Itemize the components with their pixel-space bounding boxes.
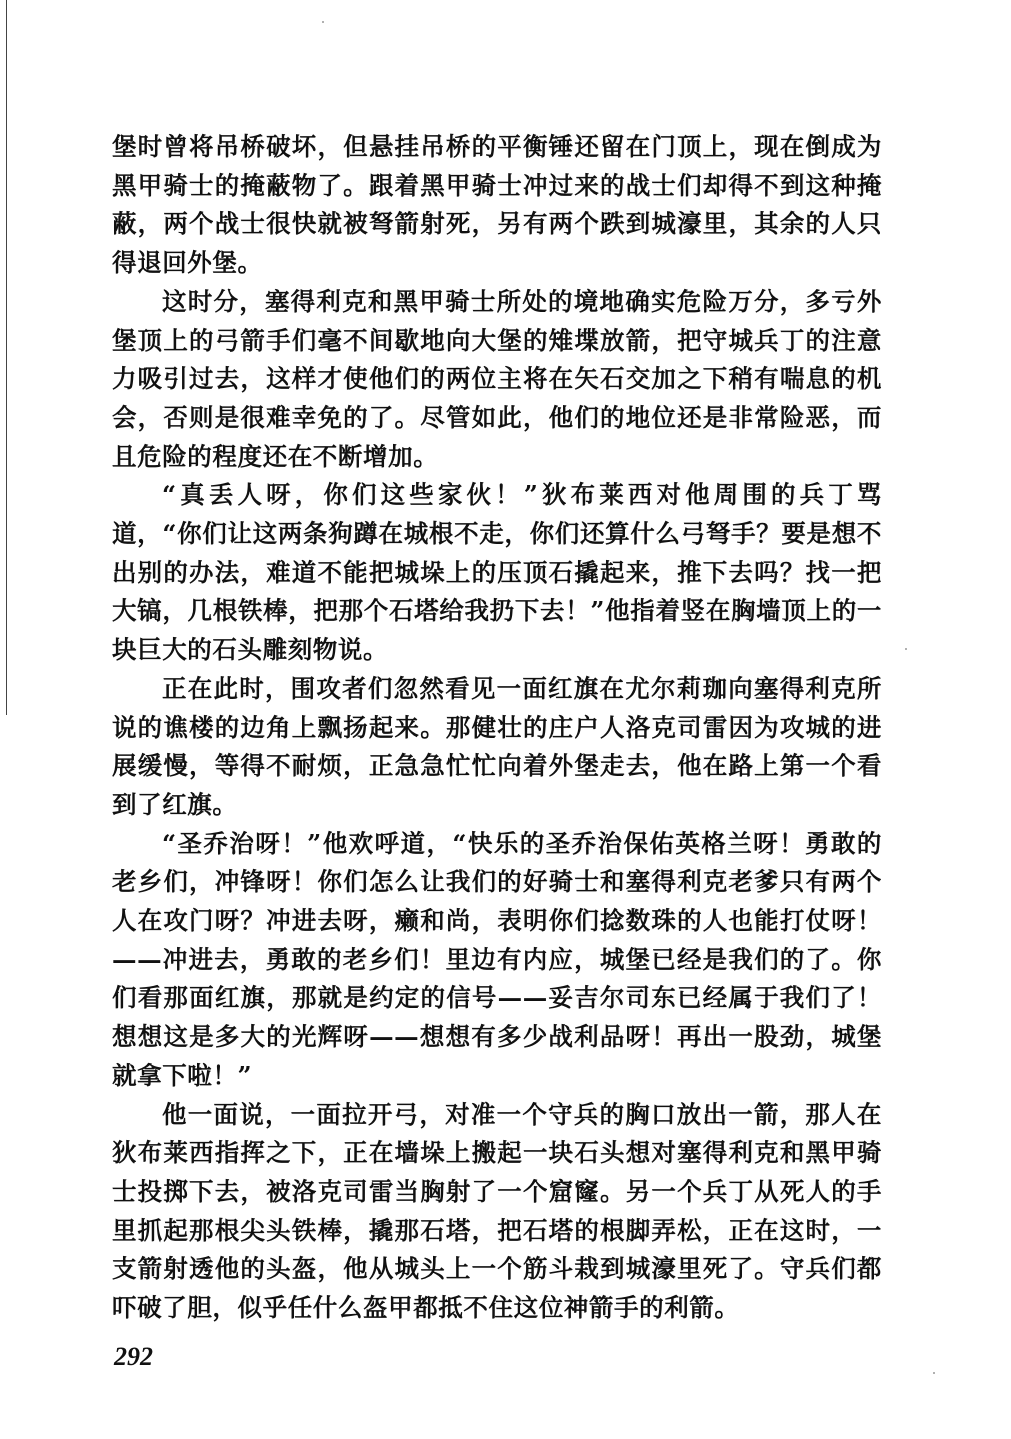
scan-edge-line (6, 0, 7, 715)
paragraph-4: 正在此时，围攻者们忽然看见一面红旗在尤尔莉珈向塞得利克所说的谯楼的边角上飘扬起来。那健壮的庄户人洛克司雷因为攻城的进展缓慢，等得不耐烦，正急急忙忙向着外堡走去，他在路上第一个看到了红旗。 (112, 673, 882, 819)
body-text (112, 128, 882, 1328)
paragraph-2: 这时分，塞得利克和黑甲骑士所处的境地确实危险万分，多亏外堡顶上的弓箭手们毫不间歇地向大堡的雉堞放箭，把守城兵丁的注意力吸引过去，这样才使他们的两位主将在矢石交加之下稍有喘息的机会，否则是很难幸免的了。尽管如此，他们的地位还是非常险恶，而且危险的程度还在不断增加。 (112, 286, 882, 471)
page-number: 292 (114, 1342, 153, 1371)
paragraph-6: 他一面说，一面拉开弓，对准一个守兵的胸口放出一箭，那人在狄布莱西指挥之下，正在墙垛上搬起一块石头想对塞得利克和黑甲骑士投掷下去，被洛克司雷当胸射了一个窟窿。另一个兵丁从死人的手里抓起那根尖头铁棒，撬那石塔，把石塔的根脚弄松，正在这时，一支箭射透他的头盔，他从城头上一个筋斗栽到城濠里死了。守兵们都吓破了胆，似乎任什么盔甲都抵不住这位神箭手的利箭。 (112, 1099, 882, 1323)
scan-speck (905, 648, 907, 650)
paragraph-5: “圣乔治呀！”他欢呼道，“快乐的圣乔治保佑英格兰呀！勇敢的老乡们，冲锋呀！你们怎么让我们的好骑士和塞得利克老爹只有两个人在攻门呀？冲进去呀，癞和尚，表明你们捻数珠的人也能打仗呀！——冲进去，勇敢的老乡们！里边有内应，城堡已经是我们的了。你们看那面红旗，那就是约定的信号——妥吉尔司东已经属于我们了！想想这是多大的光辉呀——想想有多少战利品呀！再出一股劲，城堡就拿下啦！” (112, 828, 882, 1090)
scan-speck (933, 1372, 935, 1374)
paragraph-3: “真丢人呀，你们这些家伙！”狄布莱西对他周围的兵丁骂道，“你们让这两条狗蹲在城根不走，你们还算什么弓弩手？要是想不出别的办法，难道不能把城垛上的压顶石撬起来，推下去吗？找一把大镐，几根铁棒，把那个石塔给我扔下去！”他指着竖在胸墙顶上的一块巨大的石头雕刻物说。 (112, 480, 882, 665)
paragraph-1: 堡时曾将吊桥破坏，但悬挂吊桥的平衡锤还留在门顶上，现在倒成为黑甲骑士的掩蔽物了。跟着黑甲骑士冲过来的战士们却得不到这种掩蔽，两个战士很快就被弩箭射死，另有两个跌到城濠里，其余的人只得退回外堡。 (112, 132, 882, 278)
scan-speck (322, 21, 324, 23)
